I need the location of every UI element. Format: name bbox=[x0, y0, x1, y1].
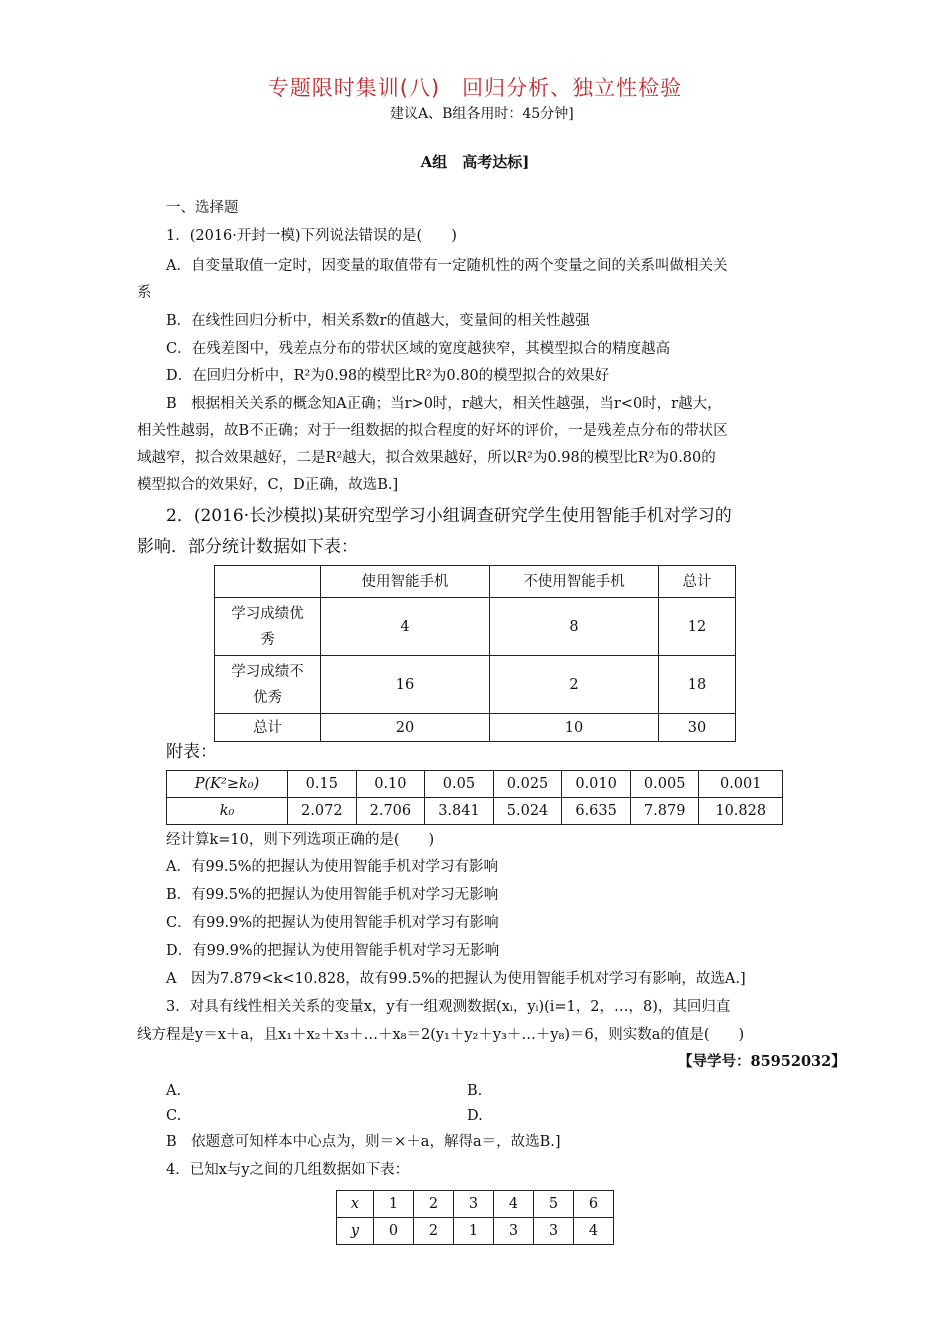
q3-stem-1: 3．对具有线性相关关系的变量x，y有一组观测数据(xᵢ，yᵢ)(i=1，2，…，8)，其回归直 bbox=[166, 999, 731, 1015]
table-cell: 5 bbox=[534, 1191, 574, 1218]
table-cell: 12 bbox=[659, 598, 736, 656]
table-cell: 16 bbox=[321, 656, 490, 714]
q2-stem-1: 2．(2016·长沙模拟)某研究型学习小组调查研究学生使用智能手机对学习的 bbox=[166, 506, 732, 526]
page-title: 专题限时集训(八) 回归分析、独立性检验 bbox=[267, 76, 683, 100]
xy-data-table bbox=[336, 1190, 614, 1245]
table-cell: 1 bbox=[454, 1218, 494, 1245]
table-row-label: y bbox=[337, 1218, 374, 1245]
appendix-label: 附表： bbox=[166, 742, 217, 762]
table-row-label: x bbox=[337, 1191, 374, 1218]
q2-option-d: D．有99.9%的把握认为使用智能手机对学习无影响 bbox=[166, 943, 500, 959]
table-cell: 总计 bbox=[215, 714, 321, 742]
survey-table bbox=[214, 565, 736, 742]
table-cell: 0.10 bbox=[356, 771, 425, 798]
table-cell: 3 bbox=[534, 1218, 574, 1245]
table-row-label: 学习成绩优 秀 bbox=[215, 598, 321, 656]
table-cell: 3.841 bbox=[425, 798, 494, 825]
table-cell: 3 bbox=[454, 1191, 494, 1218]
q3-stem-2: 线方程是y＝x＋a，且x₁＋x₂＋x₃＋…＋x₈＝2(y₁＋y₂＋y₃＋…＋y₈)＝6，则实数a的值是( ) bbox=[137, 1027, 745, 1043]
section-heading: A组 高考达标] bbox=[420, 153, 530, 171]
table-row bbox=[337, 1191, 614, 1218]
q2-answer: A 因为7.879<k<10.828，故有99.5%的把握认为使用智能手机对学习有影响，故选A.] bbox=[166, 971, 746, 987]
q2-option-a: A．有99.5%的把握认为使用智能手机对学习有影响 bbox=[166, 859, 499, 875]
table-cell: 30 bbox=[659, 714, 736, 742]
table-row bbox=[337, 1218, 614, 1245]
table-cell: 2 bbox=[490, 656, 659, 714]
q1-option-a-cont: 系 bbox=[137, 285, 152, 301]
table-cell: 0.005 bbox=[630, 771, 699, 798]
table-cell: 1 bbox=[374, 1191, 414, 1218]
table-cell: 6.635 bbox=[562, 798, 631, 825]
table-row-label: 学习成绩不 优秀 bbox=[215, 656, 321, 714]
table-row bbox=[167, 798, 783, 825]
table-header-cell: 不使用智能手机 bbox=[490, 566, 659, 598]
q2-option-b: B．有99.5%的把握认为使用智能手机对学习无影响 bbox=[166, 887, 499, 903]
q1-answer-4: 模型拟合的效果好，C，D正确，故选B.] bbox=[137, 477, 399, 493]
q3-option-d: D. bbox=[467, 1108, 483, 1124]
table-row bbox=[215, 598, 736, 656]
table-cell: 4 bbox=[574, 1218, 614, 1245]
table-cell: 6 bbox=[574, 1191, 614, 1218]
table-cell: 0.025 bbox=[493, 771, 562, 798]
table-row bbox=[215, 656, 736, 714]
table-cell: 4 bbox=[321, 598, 490, 656]
table-cell: 0.001 bbox=[699, 771, 783, 798]
table-cell: 2.706 bbox=[356, 798, 425, 825]
table-cell: 20 bbox=[321, 714, 490, 742]
table-header-cell bbox=[215, 566, 321, 598]
table-header-row bbox=[215, 566, 736, 598]
part-heading: 一、选择题 bbox=[166, 200, 239, 216]
table-header-cell: 总计 bbox=[659, 566, 736, 598]
table-cell: 18 bbox=[659, 656, 736, 714]
q3-option-c: C. bbox=[166, 1108, 182, 1124]
table-cell: 10 bbox=[490, 714, 659, 742]
table-total-row bbox=[215, 714, 736, 742]
q3-option-a: A. bbox=[166, 1083, 182, 1099]
table-header-cell: 使用智能手机 bbox=[321, 566, 490, 598]
q1-answer-2: 相关性越弱，故B不正确；对于一组数据的拟合程度的好坏的评价，一是残差点分布的带状区 bbox=[137, 423, 728, 439]
q2-calc: 经计算k=10，则下列选项正确的是( ) bbox=[166, 832, 435, 848]
table-cell: 8 bbox=[490, 598, 659, 656]
q3-answer: B 依题意可知样本中心点为，则＝×＋a，解得a＝，故选B.] bbox=[166, 1134, 561, 1150]
table-cell: 2 bbox=[414, 1191, 454, 1218]
table-cell: 0.15 bbox=[288, 771, 357, 798]
q4-stem: 4．已知x与y之间的几组数据如下表： bbox=[166, 1162, 410, 1178]
table-cell: 3 bbox=[494, 1218, 534, 1245]
table-cell: 2 bbox=[414, 1218, 454, 1245]
q1-answer-3: 域越窄，拟合效果越好，二是R²越大，拟合效果越好，所以R²为0.98的模型比R²为0.80的 bbox=[137, 450, 716, 466]
q2-stem-2: 影响．部分统计数据如下表： bbox=[137, 537, 358, 557]
table-cell: 2.072 bbox=[288, 798, 357, 825]
critical-value-table bbox=[166, 770, 783, 825]
guide-number: 【导学号：85952032】 bbox=[678, 1053, 846, 1070]
q1-option-a: A．自变量取值一定时，因变量的取值带有一定随机性的两个变量之间的关系叫做相关关 bbox=[166, 258, 728, 274]
q1-answer-1: B 根据相关关系的概念知A正确；当r>0时，r越大，相关性越强，当r<0时，r越大， bbox=[166, 396, 722, 412]
time-suggestion: 建议A、B组各用时：45分钟] bbox=[390, 106, 574, 122]
table-cell: 0.010 bbox=[562, 771, 631, 798]
table-cell: 0.05 bbox=[425, 771, 494, 798]
q1-option-c: C．在残差图中，残差点分布的带状区域的宽度越狭窄，其模型拟合的精度越高 bbox=[166, 341, 671, 357]
q1-stem: 1．(2016·开封一模)下列说法错误的是( ) bbox=[166, 228, 457, 244]
table-cell: 4 bbox=[494, 1191, 534, 1218]
table-row bbox=[167, 771, 783, 798]
table-cell: 10.828 bbox=[699, 798, 783, 825]
q1-option-d: D．在回归分析中，R²为0.98的模型比R²为0.80的模型拟合的效果好 bbox=[166, 368, 610, 384]
q3-option-b: B. bbox=[467, 1083, 483, 1099]
table-cell: 7.879 bbox=[630, 798, 699, 825]
table-cell: 5.024 bbox=[493, 798, 562, 825]
table-row-label: k₀ bbox=[167, 798, 288, 825]
q2-option-c: C．有99.9%的把握认为使用智能手机对学习有影响 bbox=[166, 915, 499, 931]
table-cell: 0 bbox=[374, 1218, 414, 1245]
q1-option-b: B．在线性回归分析中，相关系数r的值越大，变量间的相关性越强 bbox=[166, 313, 590, 329]
table-row-label: P(K²≥k₀) bbox=[167, 771, 288, 798]
